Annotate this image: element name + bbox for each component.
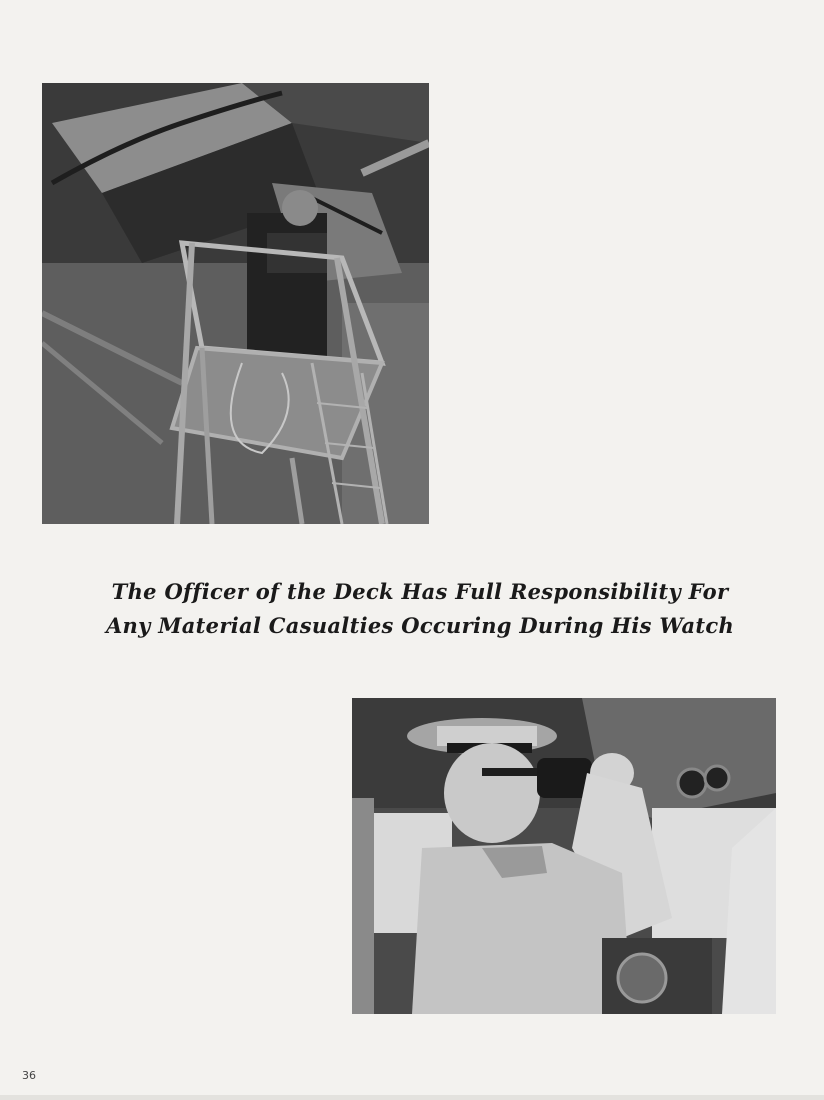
caption-line-1: The Officer of the Deck Has Full Responsibility For [111, 579, 729, 604]
photo-overhead-repair [42, 83, 429, 524]
photo-caption [100, 575, 740, 643]
page-number: 36 [22, 1069, 36, 1082]
page-edge [0, 1095, 824, 1100]
photo-officer-binoculars [352, 698, 776, 1014]
photo-overhead-repair-image [42, 83, 429, 524]
photo-officer-binoculars-image [352, 698, 776, 1014]
caption-line-2: Any Material Casualties Occuring During His Watch [105, 613, 735, 638]
